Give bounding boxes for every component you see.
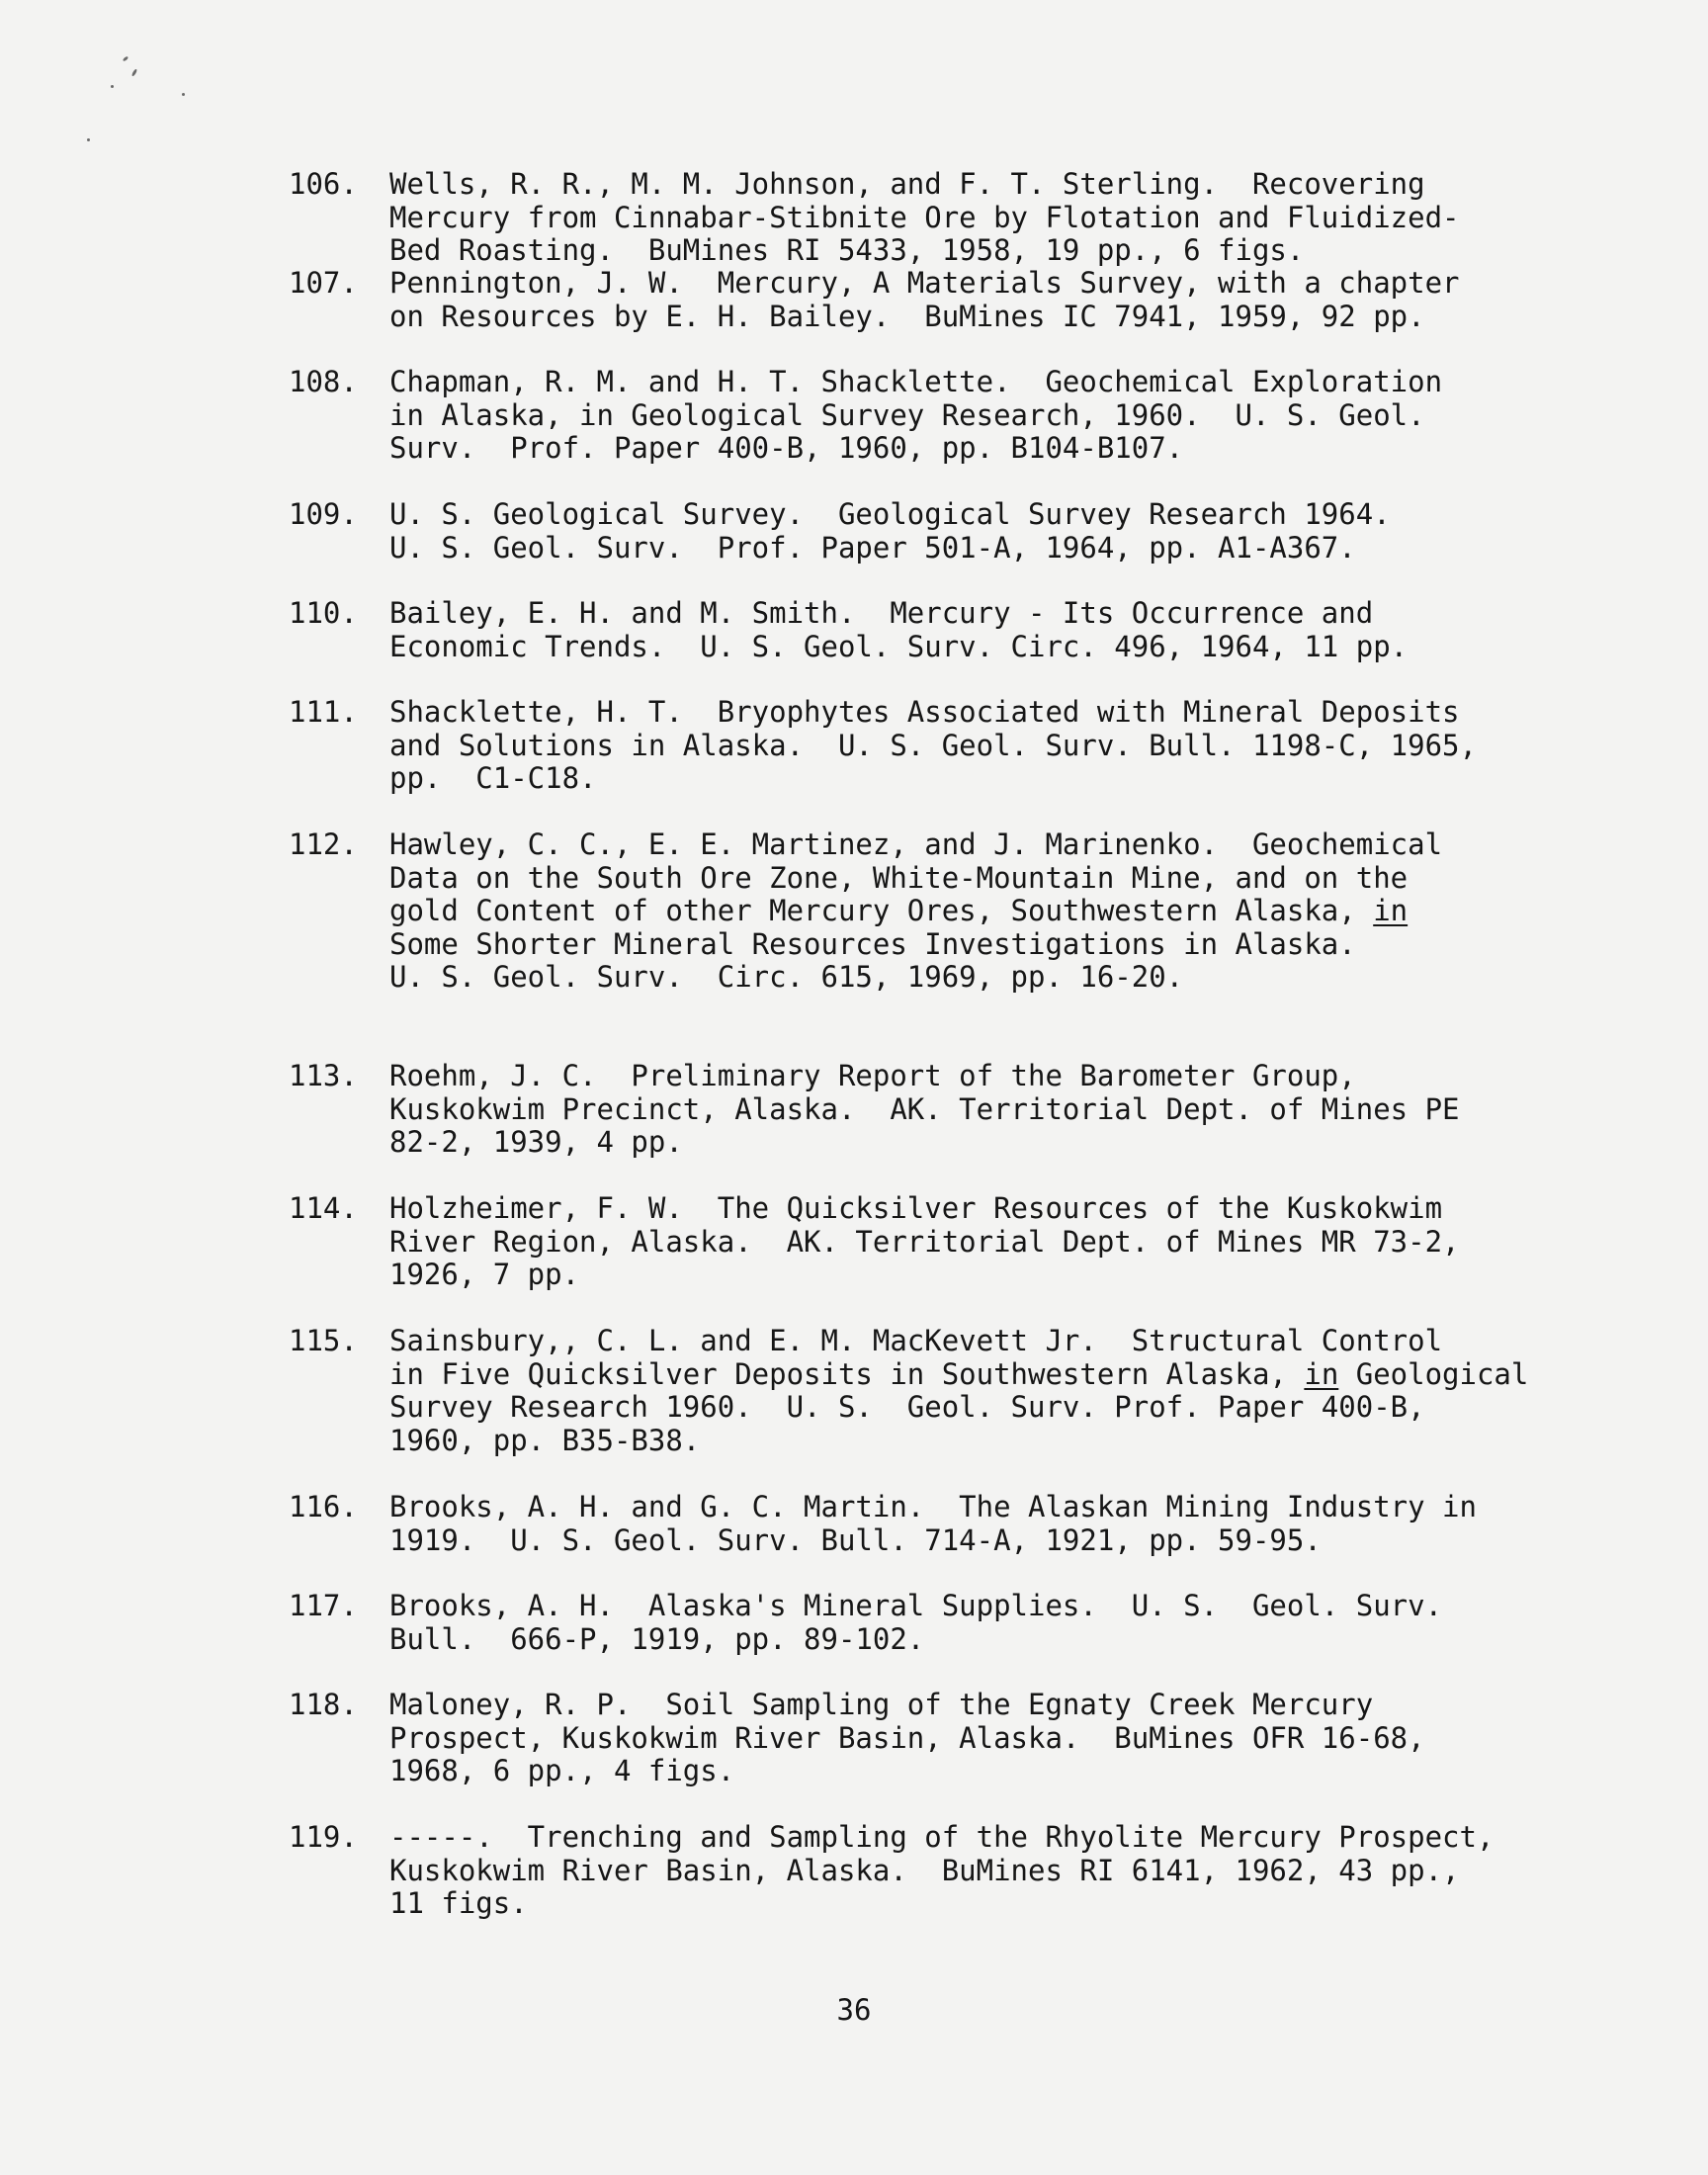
reference-line [389,895,1442,928]
reference-line [389,928,1442,962]
reference-text [389,1192,1460,1292]
reference-text [389,267,1460,333]
scan-speck-icon [182,93,185,96]
reference-line [389,1855,1494,1888]
text-segment: Holzheimer, F. W. The Quicksilver Resources of the Kuskokwim [389,1191,1443,1225]
text-segment: Bed Roasting. BuMines RI 5433, 1958, 19 pp., 6 figs. [389,233,1305,267]
reference-number: 108. [289,365,358,398]
text-segment: gold Content of other Mercury Ores, Southwestern Alaska, [389,894,1374,927]
text-segment: and Solutions in Alaska. U. S. Geol. Surv. Bull. 1198-C, 1965, [389,728,1477,762]
reference-number: 109. [289,497,358,531]
reference-entry [289,267,1460,333]
reference-line [389,1259,1460,1292]
reference-line [389,1325,1528,1358]
reference-line [389,1060,1460,1093]
reference-line [389,532,1391,566]
reference-number: 114. [289,1191,358,1225]
text-segment: on Resources by E. H. Bailey. BuMines IC 7941, 1959, 92 pp. [389,299,1425,333]
reference-text [389,597,1408,663]
reference-number: 116. [289,1490,358,1523]
text-segment: U. S. Geol. Surv. Circ. 615, 1969, pp. 16-20. [389,960,1184,994]
underlined-word: in [1304,1356,1339,1391]
reference-line [389,366,1442,399]
reference-line [389,1391,1528,1425]
text-segment: 1960, pp. B35-B38. [389,1423,701,1457]
reference-entry [289,1821,1494,1921]
reference-entry [289,828,1442,995]
reference-line [389,1358,1528,1392]
text-segment: Sainsbury,, C. L. and E. M. MacKevett Jr. Structural Control [389,1324,1443,1357]
text-segment: Kuskokwim River Basin, Alaska. BuMines RI 6141, 1962, 43 pp., [389,1853,1460,1887]
reference-number: 112. [289,827,358,861]
reference-line [389,730,1477,763]
text-segment: Data on the South Ore Zone, White-Mountain Mine, and on the [389,860,1409,895]
reference-line [389,597,1408,631]
text-segment: Roehm, J. C. Preliminary Report of the Barometer Group, [389,1059,1356,1092]
reference-entry [289,1590,1442,1656]
text-segment: Mercury from Cinnabar-Stibnite Ore by Flotation and Fluidized- [389,200,1460,234]
text-segment: Geological [1338,1356,1529,1391]
reference-line [389,1590,1442,1623]
reference-entry [289,1689,1425,1788]
reference-line [389,202,1460,235]
reference-line [389,1722,1425,1756]
reference-entry [289,1060,1460,1160]
reference-entry [289,1325,1528,1457]
reference-number: 118. [289,1688,358,1721]
text-segment: Some Shorter Mineral Resources Investigations in Alaska. [389,926,1356,961]
reference-line [389,631,1408,664]
text-segment: 1919. U. S. Geol. Surv. Bull. 714-A, 1921, pp. 59-95. [389,1522,1322,1557]
text-segment: 11 figs. [389,1886,528,1920]
text-segment: U. S. Geol. Surv. Prof. Paper 501-A, 1964, pp. A1-A367. [389,530,1356,565]
reference-number: 117. [289,1589,358,1622]
text-segment: Survey Research 1960. U. S. Geol. Surv. Prof. Paper 400-B, [389,1390,1425,1424]
text-segment: Surv. Prof. Paper 400-B, 1960, pp. B104-B107. [389,431,1184,465]
reference-line [389,399,1442,433]
reference-text [389,1821,1494,1921]
reference-line [389,1425,1528,1458]
text-segment: Hawley, C. C., E. E. Martinez, and J. Marinenko. Geochemical [389,827,1443,861]
reference-line [389,1755,1425,1788]
reference-entry [289,366,1442,466]
reference-number: 110. [289,596,358,630]
underlined-word: in [1373,894,1409,927]
text-segment: U. S. Geological Survey. Geological Survey Research 1964. [389,497,1391,531]
reference-text [389,168,1460,268]
scan-speck-icon [111,85,114,88]
text-segment: Brooks, A. H. and G. C. Martin. The Alaskan Mining Industry in [389,1490,1477,1523]
scan-speck-icon [131,68,138,76]
reference-line [389,1623,1442,1657]
reference-line [389,862,1442,896]
reference-text [389,498,1391,565]
text-segment: Wells, R. R., M. M. Johnson, and F. T. Sterling. Recovering [389,167,1425,201]
reference-line [389,1821,1494,1855]
reference-number: 106. [289,167,358,201]
text-segment: Economic Trends. U. S. Geol. Surv. Circ. 496, 1964, 11 pp. [389,629,1409,663]
reference-line [389,961,1442,995]
text-segment: 1968, 6 pp., 4 figs. [389,1754,735,1787]
reference-text [389,1689,1425,1788]
text-segment: 82-2, 1939, 4 pp. [389,1125,683,1159]
text-segment: in Alaska, in Geological Survey Research, 1960. U. S. Geol. [389,397,1425,432]
text-segment: Shacklette, H. T. Bryophytes Associated with Mineral Deposits [389,695,1460,729]
reference-number: 119. [289,1820,358,1854]
reference-text [389,828,1442,995]
reference-text [389,1325,1528,1457]
reference-text [389,366,1442,466]
reference-text [389,1491,1477,1557]
reference-line [389,432,1442,466]
reference-line [389,1887,1494,1921]
reference-line [389,1192,1460,1226]
reference-number: 111. [289,695,358,729]
reference-line [389,762,1477,796]
reference-entry [289,696,1477,796]
reference-text [389,1590,1442,1656]
reference-number: 107. [289,266,358,300]
reference-line [389,1524,1477,1558]
reference-text [389,1060,1460,1160]
text-segment: Bailey, E. H. and M. Smith. Mercury - Its Occurrence and [389,596,1374,630]
scan-speck-icon [123,55,129,61]
text-segment: pp. C1-C18. [389,761,597,795]
reference-line [389,267,1460,301]
text-segment: Pennington, J. W. Mercury, A Materials Survey, with a chapter [389,266,1460,300]
text-segment: River Region, Alaska. AK. Territorial Dept. of Mines MR 73-2, [389,1224,1460,1259]
reference-line [389,1689,1425,1722]
reference-number: 113. [289,1059,358,1092]
reference-line [389,234,1460,268]
reference-line [389,1093,1460,1127]
text-segment: Prospect, Kuskokwim River Basin, Alaska. BuMines OFR 16-68, [389,1720,1425,1755]
reference-line [389,1491,1477,1524]
reference-line [389,828,1442,862]
reference-entry [289,498,1391,565]
text-segment: Kuskokwim Precinct, Alaska. AK. Territorial Dept. of Mines PE [389,1091,1460,1126]
reference-line [389,168,1460,202]
reference-line [389,498,1391,532]
reference-line [389,1126,1460,1160]
page-number: 36 [836,1993,872,2027]
reference-entry [289,1491,1477,1557]
reference-line [389,1226,1460,1260]
reference-line [389,301,1460,334]
reference-number: 115. [289,1324,358,1357]
reference-entry [289,1192,1460,1292]
scan-speck-icon [87,138,90,141]
reference-entry [289,597,1408,663]
text-segment: Chapman, R. M. and H. T. Shacklette. Geochemical Exploration [389,365,1443,398]
text-segment: Maloney, R. P. Soil Sampling of the Egnaty Creek Mercury [389,1688,1374,1721]
text-segment: Brooks, A. H. Alaska's Mineral Supplies. U. S. Geol. Surv. [389,1589,1443,1622]
text-segment: 1926, 7 pp. [389,1258,580,1291]
text-segment: in Five Quicksilver Deposits in Southwestern Alaska, [389,1356,1305,1391]
text-segment: Bull. 666-P, 1919, pp. 89-102. [389,1621,925,1656]
reference-entry [289,168,1460,268]
reference-line [389,696,1477,730]
reference-text [389,696,1477,796]
text-segment: -----. Trenching and Sampling of the Rhyolite Mercury Prospect, [389,1820,1494,1854]
